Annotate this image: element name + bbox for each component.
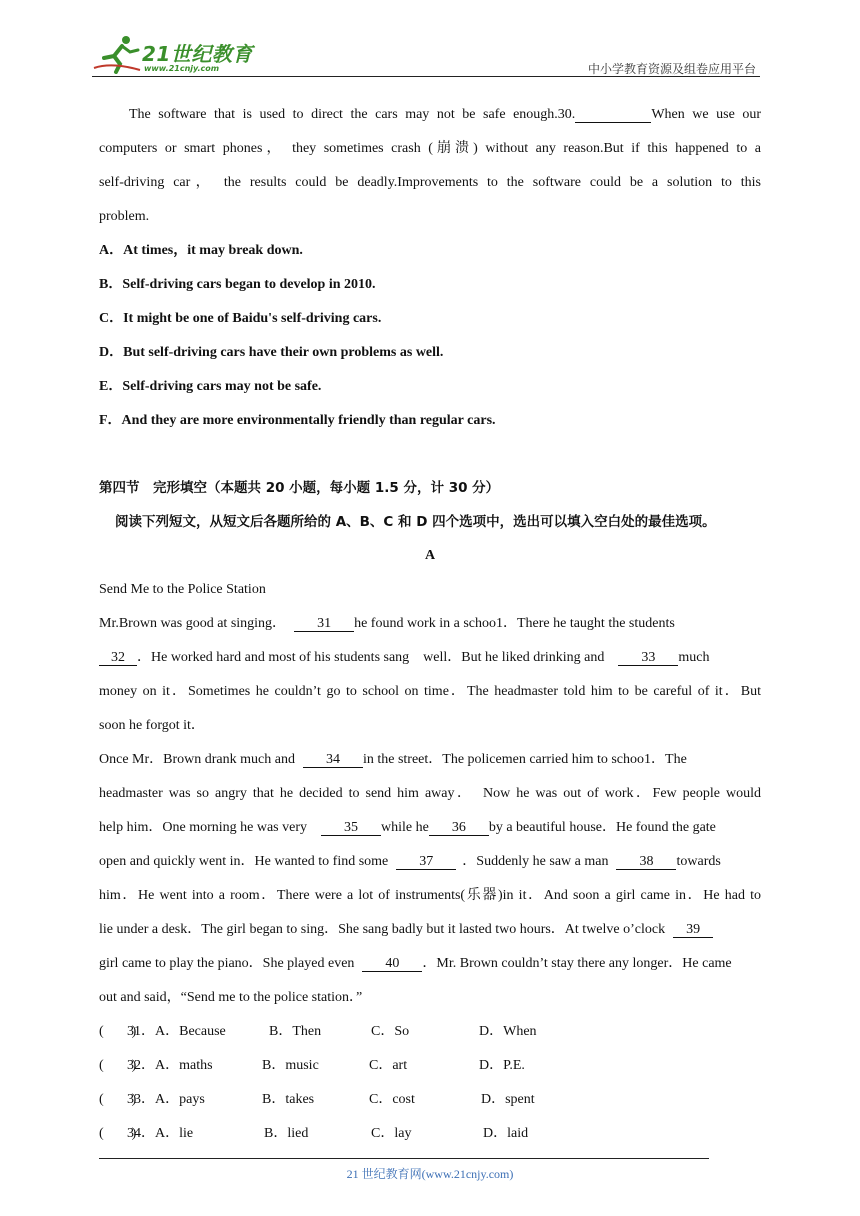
story-line: headmaster was so angry that he decided to send him away． Now he was out of work．Few people would [99, 786, 761, 801]
option-b: B．Self-driving cars began to develop in 2010. [99, 277, 376, 292]
site-logo[interactable] [92, 34, 262, 74]
text-span: Mr.Brown was good at singing． [99, 616, 287, 631]
option-a: 31．A．Because [127, 1024, 226, 1039]
footer-link[interactable]: 21 世纪教育网(www.21cnjy.com) [346, 1167, 514, 1181]
blank-38[interactable]: 38 [616, 854, 676, 870]
runner-icon [92, 34, 142, 74]
blank-39[interactable]: 39 [673, 922, 713, 938]
option-c: C．lay [371, 1126, 412, 1141]
option-a: 34．A．lie [127, 1126, 194, 1141]
text-span: ．Mr. Brown couldn’t stay there any longer．He came [422, 956, 732, 971]
option-c: C．cost [369, 1092, 415, 1107]
answer-paren[interactable]: ( ) [99, 1024, 137, 1039]
text-span: girl came to play the piano．She played even [99, 956, 355, 971]
story-line: out and said，“Send me to the police station．” [99, 990, 363, 1005]
page-header [92, 30, 760, 78]
text-span: When we use our [651, 107, 761, 122]
text-span: he found work in a schoo1．There he taught the students [354, 616, 675, 631]
story-line [99, 852, 721, 872]
option-e: E．Self-driving cars may not be safe. [99, 379, 322, 394]
header-divider [92, 76, 760, 77]
text-span: by a beautiful house．He found the gate [488, 820, 716, 835]
text-span: help him．One morning he was very [99, 820, 308, 835]
section-instruction: 阅读下列短文，从短文后各题所给的 A、B、C 和 D 四个选项中，选出可以填入空白处的最佳选项。 [115, 514, 716, 530]
blank-35[interactable]: 35 [321, 820, 381, 836]
option-c: C．It might be one of Baidu's self-driving cars. [99, 311, 382, 326]
footer-divider [99, 1158, 709, 1159]
story-line [99, 818, 716, 838]
story-line [99, 648, 709, 668]
blank-37[interactable]: 37 [396, 854, 456, 870]
option-d: D．laid [483, 1126, 529, 1141]
text-span: while he [381, 820, 429, 835]
blank-32[interactable]: 32 [99, 650, 137, 666]
blank-36[interactable]: 36 [429, 820, 489, 836]
section-title: 第四节 完形填空（本题共 20 小题，每小题 1.5 分，计 30 分） [99, 480, 500, 496]
blank-33[interactable]: 33 [618, 650, 678, 666]
blank-40[interactable]: 40 [362, 956, 422, 972]
text-span: lie under a desk．The girl began to sing．She sang badly but it lasted two hours．At twelve o’clock [99, 922, 666, 937]
option-b: B．takes [262, 1092, 315, 1107]
paragraph-line [99, 105, 761, 125]
text-span: much [678, 650, 710, 665]
option-d: D．But self-driving cars have their own problems as well. [99, 345, 444, 360]
blank-34[interactable]: 34 [303, 752, 363, 768]
option-c: C．So [371, 1024, 410, 1039]
option-b: B．Then [269, 1024, 322, 1039]
paragraph-line: self-driving car， the results could be deadly.Improvements to the software could be a solution to this [99, 175, 761, 190]
story-line [99, 614, 675, 634]
option-d: D．When [479, 1024, 537, 1039]
answer-paren[interactable]: ( ) [99, 1126, 137, 1141]
text-span: towards [676, 854, 721, 869]
text-span: in the street．The policemen carried him to schoo1．The [362, 752, 687, 767]
option-b: B．lied [264, 1126, 309, 1141]
answer-paren[interactable]: ( ) [99, 1092, 137, 1107]
story-line [99, 954, 732, 974]
answer-blank-30[interactable] [575, 107, 651, 123]
header-platform-text: 中小学教育资源及组卷应用平台 [587, 62, 756, 76]
paragraph-line: problem. [99, 209, 150, 224]
option-b: B．music [262, 1058, 319, 1073]
option-c: C．art [369, 1058, 408, 1073]
option-d: D．P.E. [479, 1058, 525, 1073]
text-span: Once Mr．Brown drank much and [99, 752, 295, 767]
text-span: The software that is used to direct the cars may not be safe enough.30. [129, 107, 576, 122]
logo-url: www.21cnjy.com [144, 64, 220, 73]
story-line: money on it．Sometimes he couldn’t go to school on time．The headmaster told him to be careful of it．But [99, 684, 761, 699]
text-span: ．He worked hard and most of his students sang well．But he liked drinking and [137, 650, 605, 665]
option-d: D．spent [481, 1092, 535, 1107]
text-span: open and quickly went in．He wanted to find some [99, 854, 389, 869]
story-line: soon he forgot it． [99, 718, 205, 733]
story-line [99, 920, 713, 940]
blank-31[interactable]: 31 [294, 616, 354, 632]
text-span: ．Suddenly he saw a man [462, 854, 609, 869]
story-title: Send Me to the Police Station [99, 582, 266, 597]
option-a: 33．A．pays [127, 1092, 205, 1107]
passage-label: A [424, 548, 436, 563]
paragraph-line: computers or smart phones， they sometimes crash (崩溃) without any reason.But if this happened to a [99, 141, 761, 156]
option-a: A．At times，it may break down. [99, 243, 303, 258]
option-f: F．And they are more environmentally friendly than regular cars. [99, 413, 496, 428]
option-a: 32．A．maths [127, 1058, 213, 1073]
answer-paren[interactable]: ( ) [99, 1058, 137, 1073]
story-line [99, 750, 687, 770]
logo-text: 21世纪教育 [142, 42, 253, 66]
story-line: him．He went into a room．There were a lot of instruments(乐器)in it．And soon a girl came in．He had to [99, 888, 761, 903]
